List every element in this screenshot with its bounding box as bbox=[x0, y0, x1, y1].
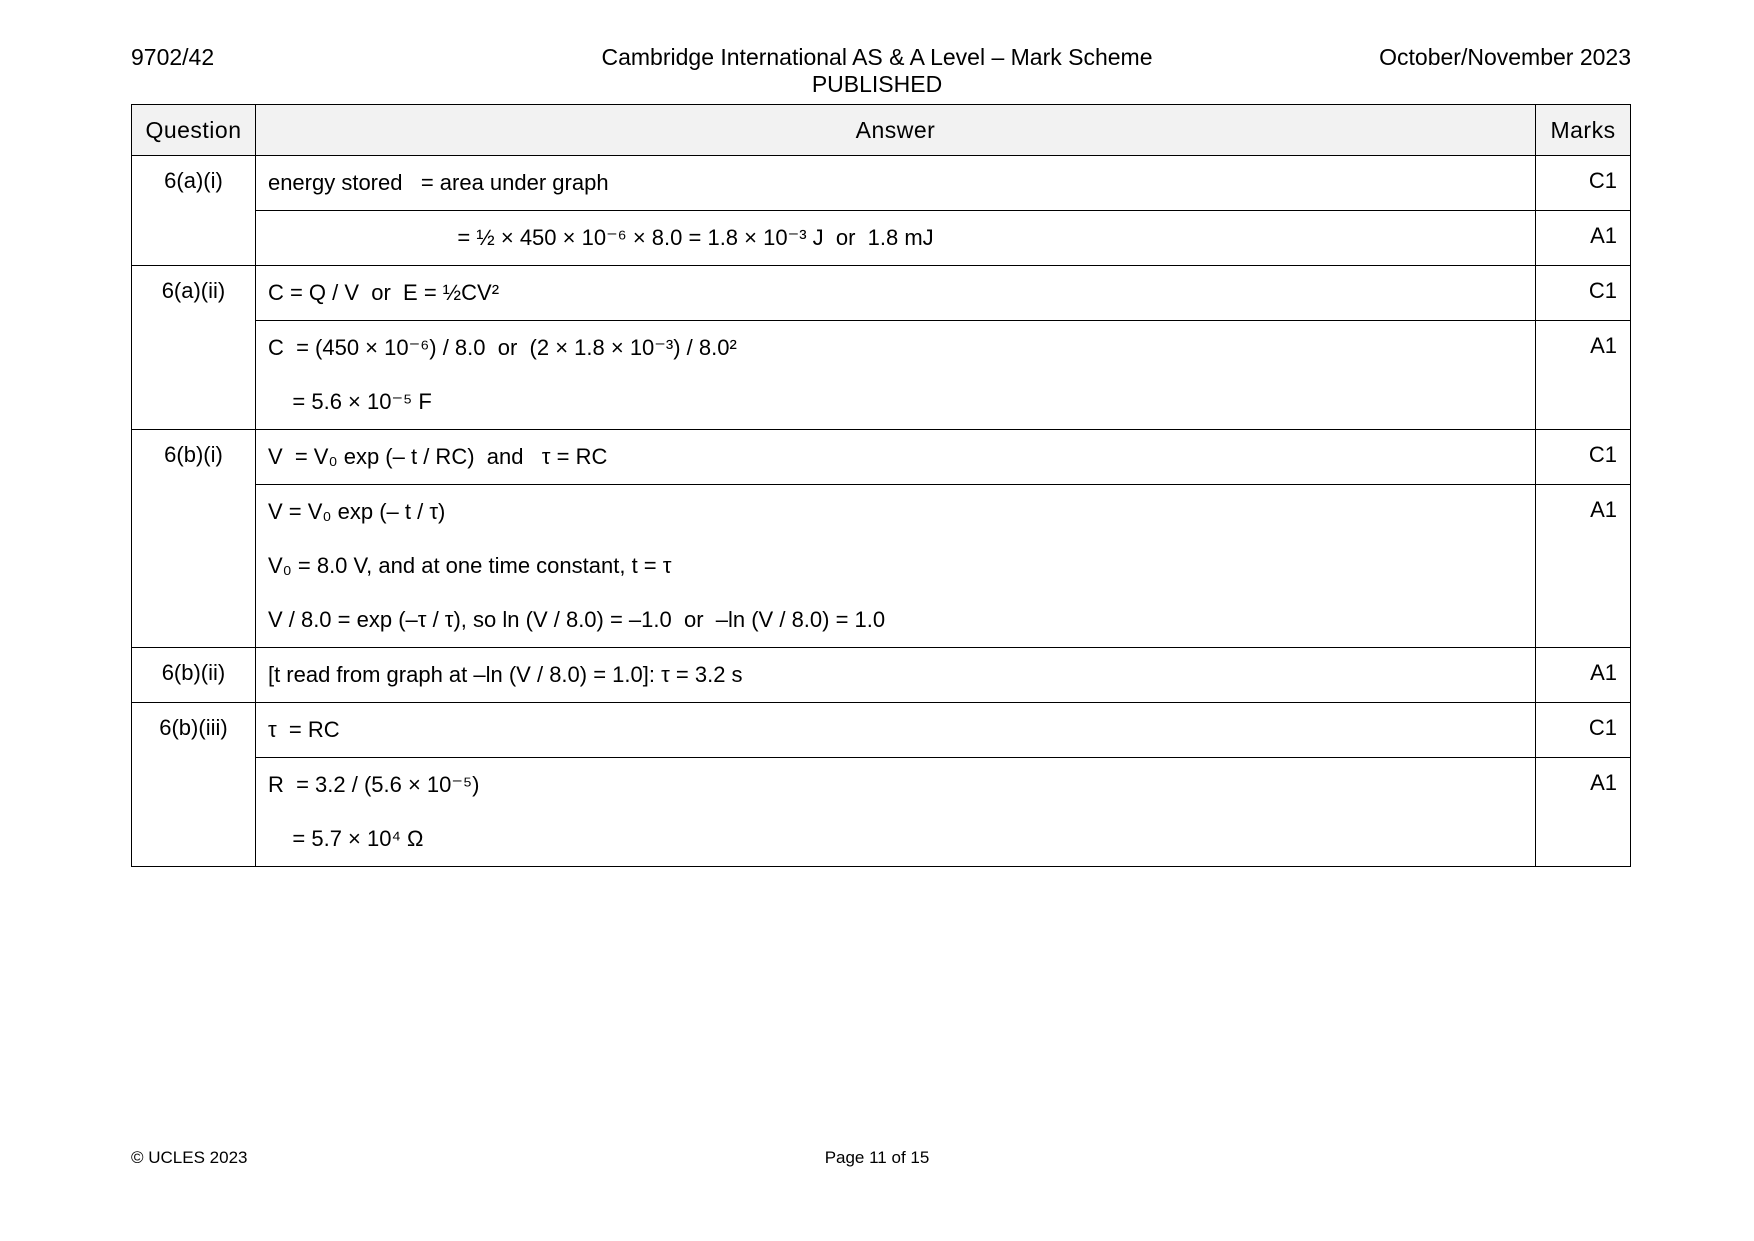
answer-line: R = 3.2 / (5.6 × 10⁻⁵) bbox=[267, 772, 480, 797]
answer-cell bbox=[255, 758, 1535, 867]
answer-line: V / 8.0 = exp (–τ / τ), so ln (V / 8.0) = –1.0 or –ln (V / 8.0) = 1.0 bbox=[267, 607, 886, 632]
answer-cell bbox=[255, 266, 1535, 321]
question-number: 6(a)(i) bbox=[132, 156, 256, 266]
mark-code: C1 bbox=[1536, 430, 1631, 485]
mark-code: A1 bbox=[1536, 485, 1631, 648]
question-column-header: Question bbox=[132, 105, 256, 156]
answer-cell bbox=[255, 430, 1535, 485]
mark-scheme-table bbox=[131, 104, 1631, 867]
answer-line: V = V₀ exp (– t / τ) bbox=[267, 499, 446, 524]
question-number: 6(b)(iii) bbox=[132, 703, 256, 867]
answer-cell bbox=[255, 648, 1535, 703]
question-number: 6(b)(i) bbox=[132, 430, 256, 648]
table-row bbox=[132, 430, 1631, 485]
marks-column-header: Marks bbox=[1536, 105, 1631, 156]
answer-cell bbox=[255, 485, 1535, 648]
paper-code: 9702/42 bbox=[131, 44, 215, 70]
mark-code: A1 bbox=[1536, 211, 1631, 266]
mark-code: C1 bbox=[1536, 703, 1631, 758]
table-row bbox=[132, 758, 1631, 867]
answer-cell bbox=[255, 703, 1535, 758]
answer-line: C = Q / V or E = ½CV² bbox=[267, 280, 500, 305]
answer-cell bbox=[255, 156, 1535, 211]
answer-cell bbox=[255, 211, 1535, 266]
answer-line: V₀ = 8.0 V, and at one time constant, t = τ bbox=[267, 553, 672, 578]
mark-code: C1 bbox=[1536, 156, 1631, 211]
answer-column-header: Answer bbox=[255, 105, 1535, 156]
copyright-notice: © UCLES 2023 bbox=[131, 1148, 248, 1167]
table-row bbox=[132, 266, 1631, 321]
table-row bbox=[132, 211, 1631, 266]
question-number: 6(a)(ii) bbox=[132, 266, 256, 430]
page-number: Page 11 of 15 bbox=[824, 1148, 930, 1167]
table-row bbox=[132, 648, 1631, 703]
answer-line: τ = RC bbox=[267, 717, 340, 742]
table-row bbox=[132, 485, 1631, 648]
exam-session: October/November 2023 bbox=[1379, 44, 1631, 70]
answer-line: [t read from graph at –ln (V / 8.0) = 1.0]: τ = 3.2 s bbox=[267, 662, 743, 687]
table-row bbox=[132, 321, 1631, 430]
mark-code: A1 bbox=[1536, 758, 1631, 867]
table-row bbox=[132, 703, 1631, 758]
mark-code: A1 bbox=[1536, 321, 1631, 430]
answer-line: C = (450 × 10⁻⁶) / 8.0 or (2 × 1.8 × 10⁻³) / 8.0² bbox=[267, 335, 737, 360]
answer-cell bbox=[255, 321, 1535, 430]
answer-line: V = V₀ exp (– t / RC) and τ = RC bbox=[267, 444, 608, 469]
answer-line: = 5.7 × 10⁴ Ω bbox=[267, 826, 424, 851]
answer-line: = ½ × 450 × 10⁻⁶ × 8.0 = 1.8 × 10⁻³ J or 1.8 mJ bbox=[267, 225, 934, 250]
question-number: 6(b)(ii) bbox=[132, 648, 256, 703]
mark-scheme-body bbox=[132, 156, 1631, 867]
table-header-row bbox=[132, 105, 1631, 156]
mark-code: A1 bbox=[1536, 648, 1631, 703]
answer-line: energy stored = area under graph bbox=[267, 170, 609, 195]
document-title: Cambridge International AS & A Level – Mark Scheme bbox=[601, 44, 1153, 70]
table-row bbox=[132, 156, 1631, 211]
publication-status: PUBLISHED bbox=[811, 71, 943, 97]
mark-code: C1 bbox=[1536, 266, 1631, 321]
answer-line: = 5.6 × 10⁻⁵ F bbox=[267, 389, 432, 414]
